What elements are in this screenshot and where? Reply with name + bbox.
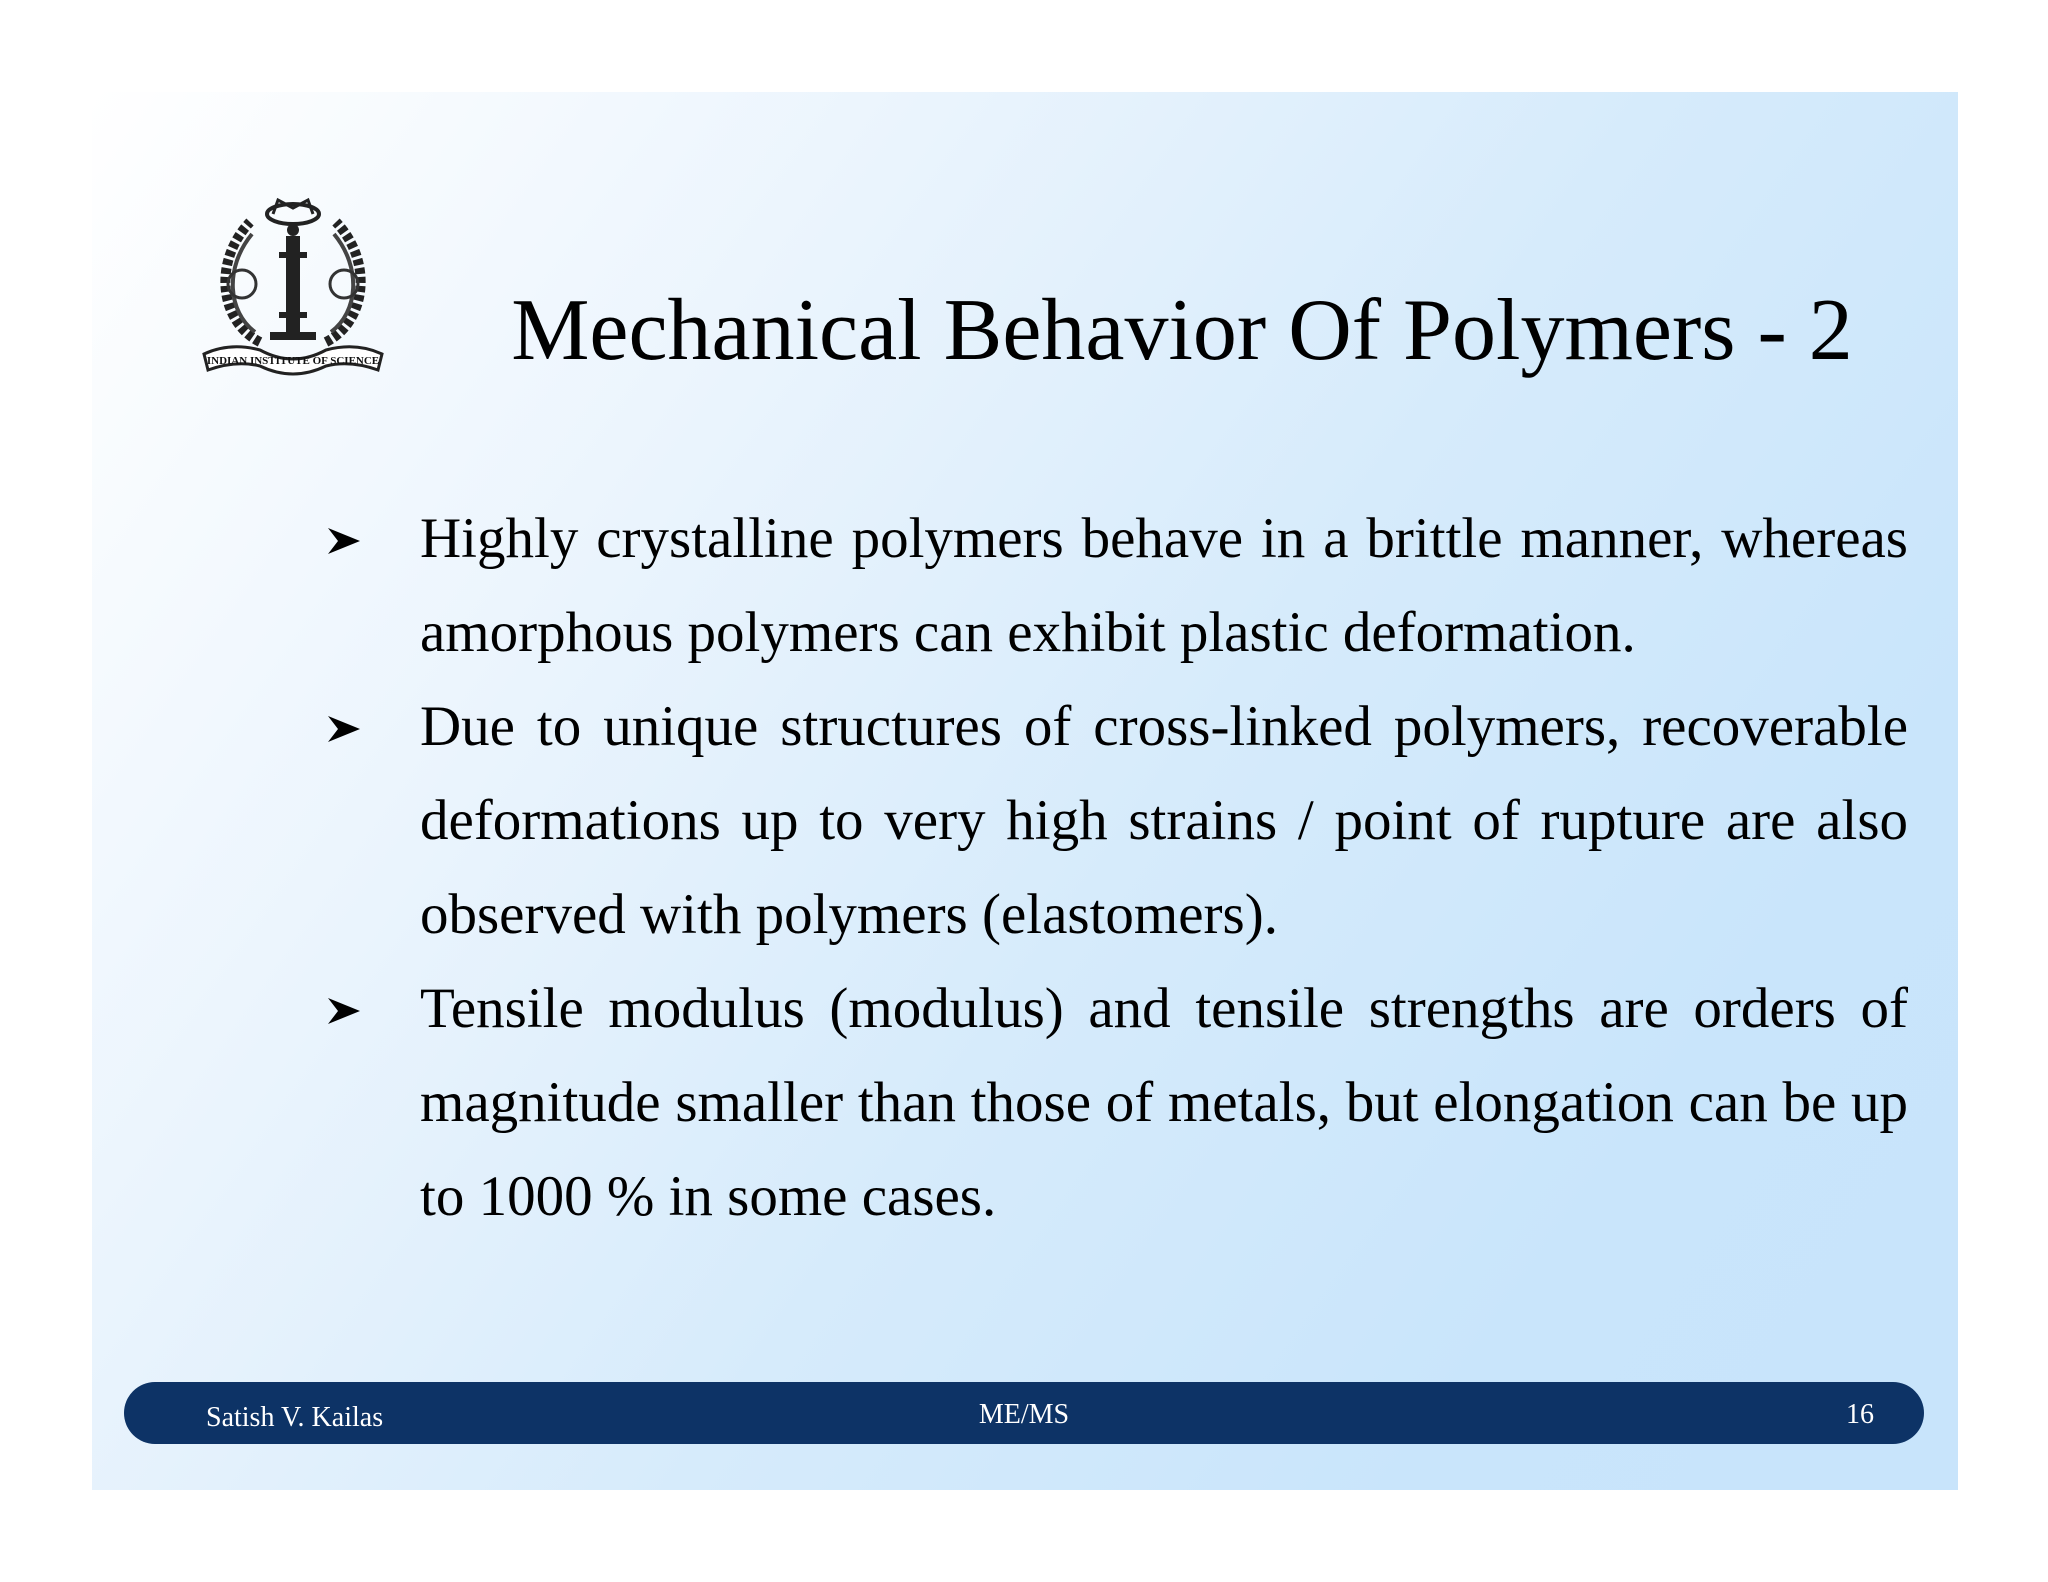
bullet-item [322, 492, 1908, 680]
footer-department: ME/MS [978, 1399, 1070, 1430]
bullet-list [322, 492, 1908, 1244]
bullet-text: Highly crystalline polymers behave in a brittle manner, whereas amorphous polymers can exhibit plastic deformation. [420, 507, 1908, 664]
bullet-text: Due to unique structures of cross-linked polymers, recoverable deformations up to very high strains / point of rupture are also observed with polymers (elastomers). [420, 695, 1908, 946]
iisc-emblem-icon [200, 192, 386, 378]
bullet-item [322, 680, 1908, 962]
arrowhead-bullet-icon [326, 714, 362, 744]
footer-author: Satish V. Kailas [206, 1402, 384, 1433]
slide [92, 92, 1958, 1490]
arrowhead-bullet-icon [326, 526, 362, 556]
footer-bar [124, 1382, 1924, 1444]
page-number: 16 [1846, 1399, 1874, 1430]
bullet-item [322, 962, 1908, 1244]
arrowhead-bullet-icon [326, 996, 362, 1026]
slide-title: Mechanical Behavior Of Polymers - 2 [511, 282, 1853, 379]
svg-text:INDIAN INSTITUTE OF SCIENCE: INDIAN INSTITUTE OF SCIENCE [206, 355, 380, 367]
bullet-text: Tensile modulus (modulus) and tensile strengths are orders of magnitude smaller than those of metals, but elongation can be up to 1000 % in some cases. [420, 977, 1908, 1228]
